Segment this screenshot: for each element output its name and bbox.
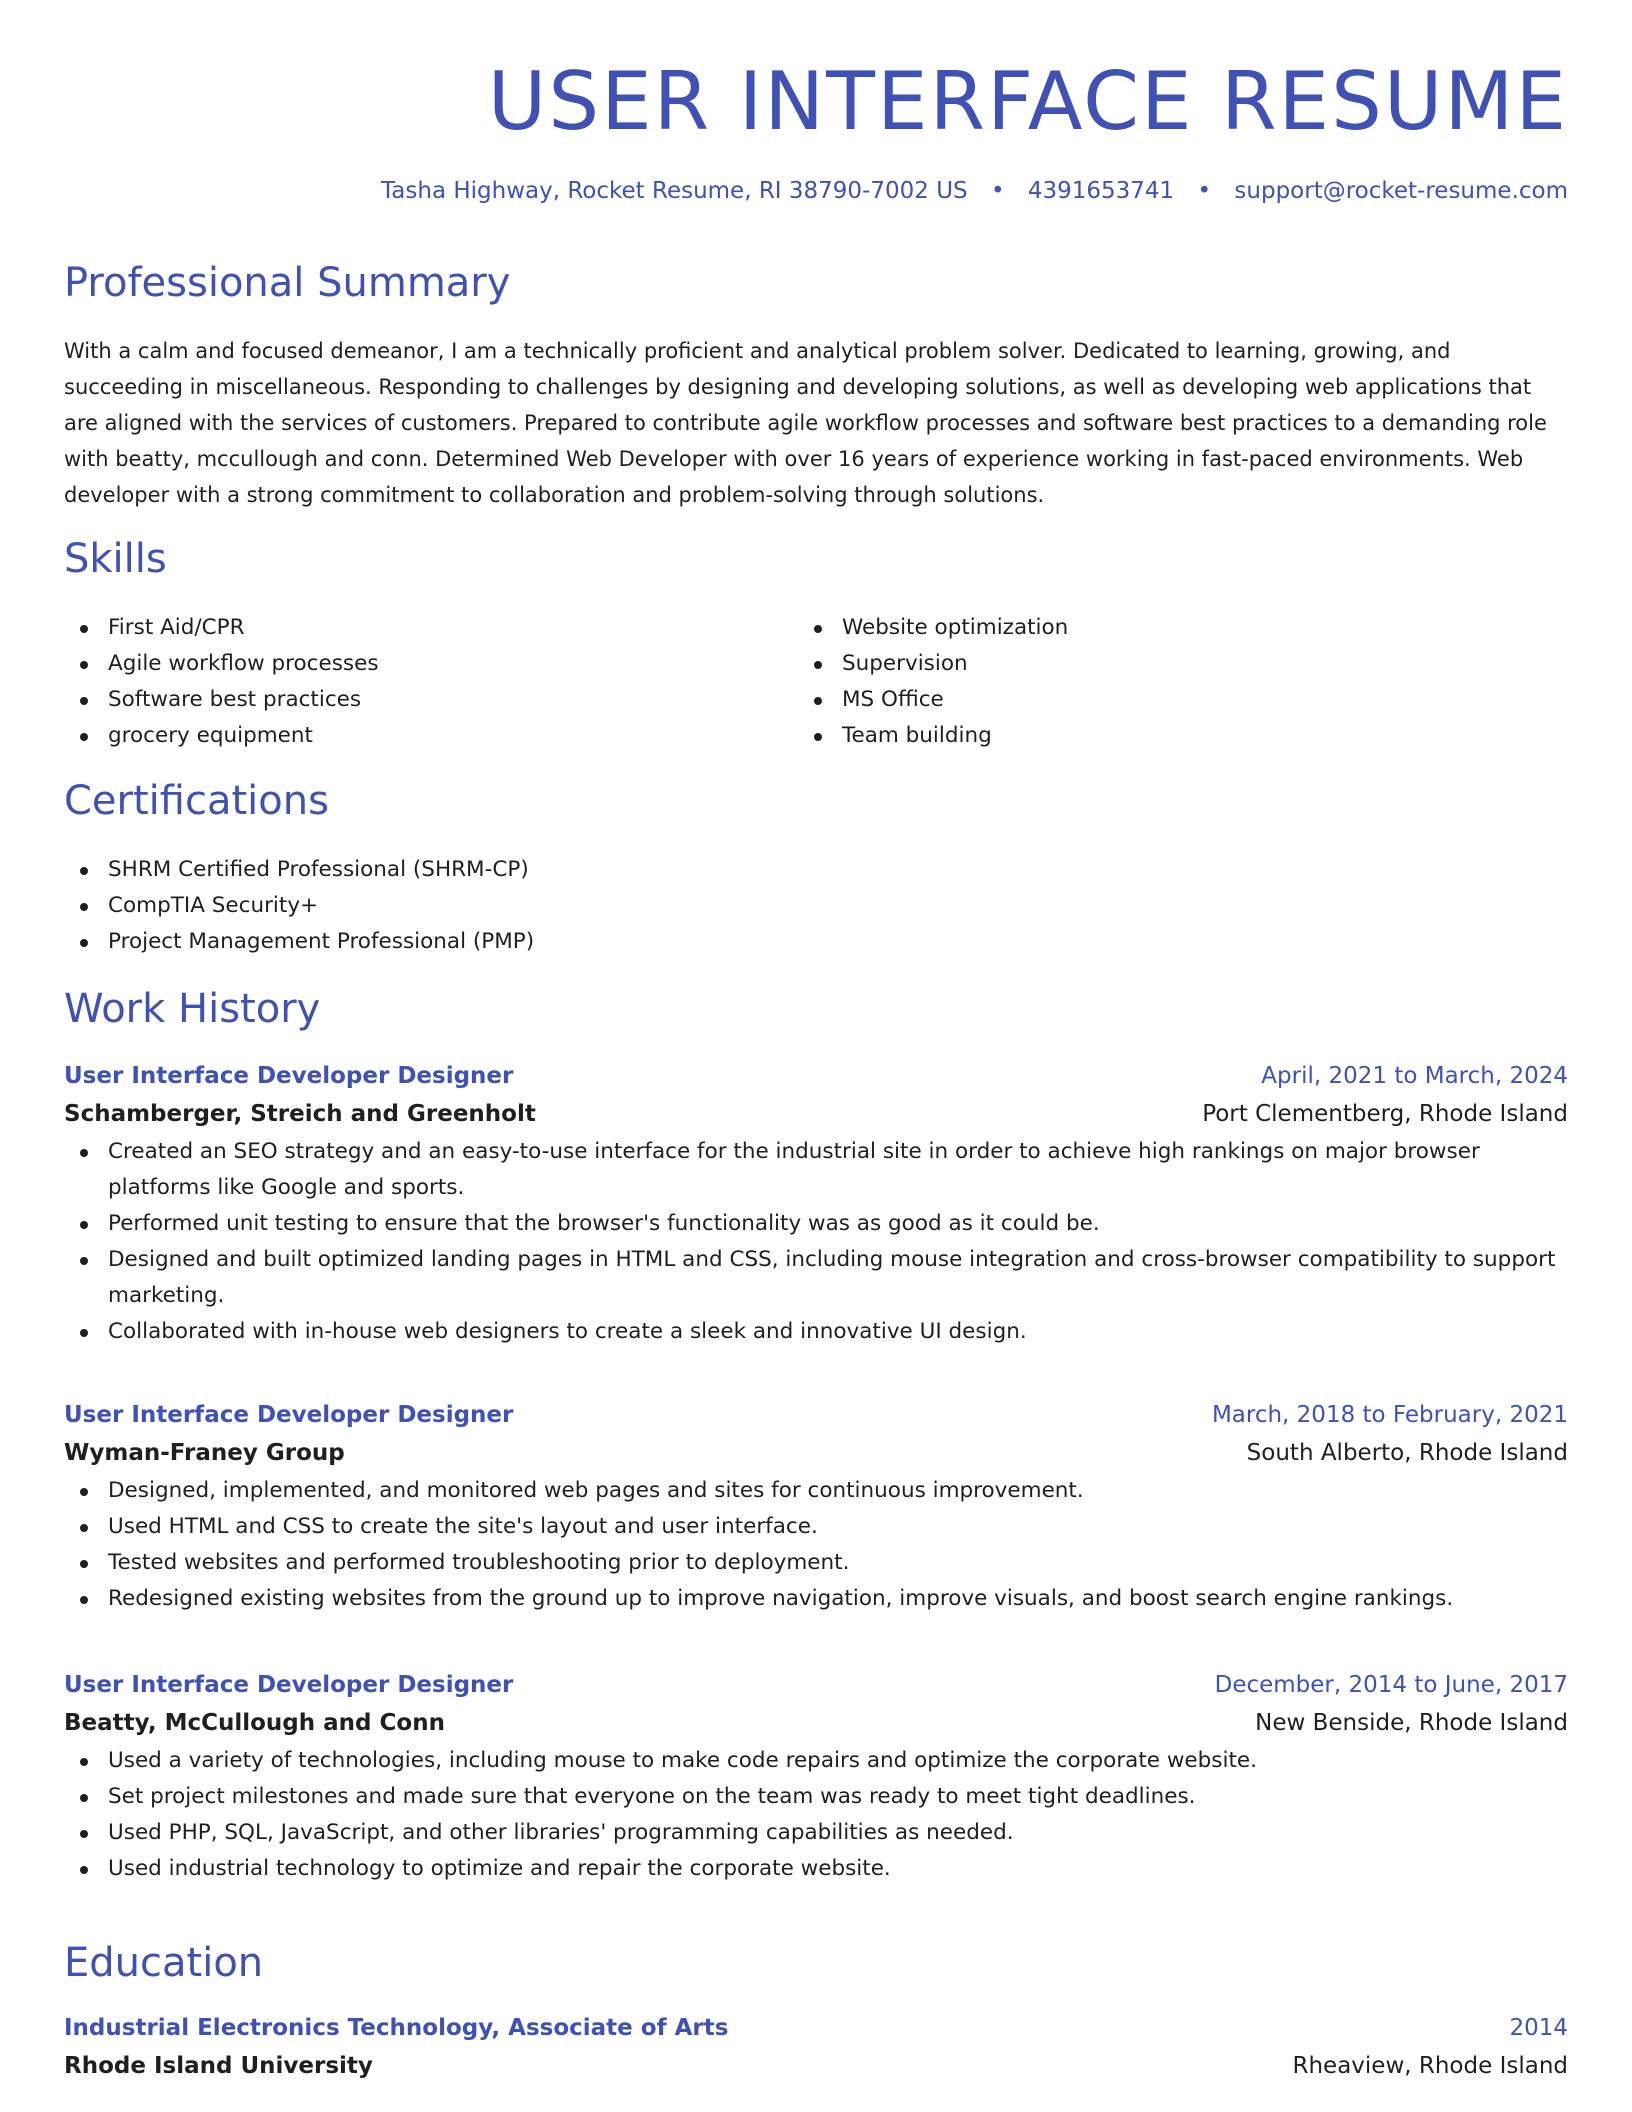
- job-company: Schamberger, Streich and Greenholt: [64, 1101, 536, 1127]
- job-bullet: Tested websites and performed troubleshooting prior to deployment.: [64, 1545, 1568, 1581]
- job-company: Beatty, McCullough and Conn: [64, 1710, 445, 1736]
- certification-item: SHRM Certified Professional (SHRM-CP): [64, 852, 1568, 888]
- education-degree: Industrial Electronics Technology, Associate of Arts: [64, 2015, 729, 2041]
- job-bullet: Used HTML and CSS to create the site's layout and user interface.: [64, 1509, 1568, 1545]
- skill-item: grocery equipment: [64, 718, 764, 754]
- job-dates: December, 2014 to June, 2017: [1214, 1672, 1568, 1698]
- job-entry: [64, 1667, 1568, 1887]
- contact-address: Tasha Highway, Rocket Resume, RI 38790-7002 US: [381, 178, 968, 204]
- job-location: New Benside, Rhode Island: [1255, 1710, 1568, 1736]
- job-bullets: [64, 1473, 1568, 1617]
- job-bullet: Used industrial technology to optimize and repair the corporate website.: [64, 1851, 1568, 1887]
- job-company-row: [64, 1703, 1568, 1743]
- job-bullet: Redesigned existing websites from the ground up to improve navigation, improve visuals, and boost search engine rankings.: [64, 1581, 1568, 1617]
- education-header-row: [64, 2010, 1568, 2046]
- certification-item: Project Management Professional (PMP): [64, 924, 1568, 960]
- education-year: 2014: [1509, 2015, 1568, 2041]
- resume-title: USER INTERFACE RESUME: [487, 55, 1568, 148]
- education-school: Rhode Island University: [64, 2053, 373, 2079]
- education-entry: [64, 2010, 1568, 2086]
- job-bullet: Set project milestones and made sure that everyone on the team was ready to meet tight deadlines.: [64, 1779, 1568, 1815]
- certifications-block: [64, 852, 1568, 960]
- job-role: User Interface Developer Designer: [64, 1063, 514, 1089]
- job-dates: April, 2021 to March, 2024: [1261, 1063, 1568, 1089]
- job-location: Port Clementberg, Rhode Island: [1202, 1101, 1568, 1127]
- education-heading: Education: [64, 1940, 264, 1986]
- skill-item: Agile workflow processes: [64, 646, 764, 682]
- certifications-list: [64, 852, 1568, 960]
- job-location: South Alberto, Rhode Island: [1246, 1440, 1568, 1466]
- job-bullets: [64, 1134, 1568, 1350]
- contact-phone: 4391653741: [1027, 178, 1175, 204]
- job-bullet: Performed unit testing to ensure that the browser's functionality was as good as it could be.: [64, 1206, 1568, 1242]
- skill-item: First Aid/CPR: [64, 610, 764, 646]
- skill-item: Website optimization: [798, 610, 1498, 646]
- job-company-row: [64, 1433, 1568, 1473]
- job-entry: [64, 1058, 1568, 1350]
- job-header-row: [64, 1667, 1568, 1703]
- job-dates: March, 2018 to February, 2021: [1211, 1402, 1568, 1428]
- certification-item: CompTIA Security+: [64, 888, 1568, 924]
- job-company: Wyman-Franey Group: [64, 1440, 345, 1466]
- education-location: Rheaview, Rhode Island: [1292, 2053, 1568, 2079]
- job-bullets: [64, 1743, 1568, 1887]
- skills-column-left: [64, 610, 764, 754]
- job-bullet: Collaborated with in-house web designers to create a sleek and innovative UI design.: [64, 1314, 1568, 1350]
- education-school-row: [64, 2046, 1568, 2086]
- summary-text: With a calm and focused demeanor, I am a technically proficient and analytical problem solver. Dedicated to learning, growing, and succeeding in miscellaneous. Responding to challenges by designing and developing solutions, as well as developing web applications that are aligned with the services of customers. Prepared to contribute agile workflow processes and software best practices to a demanding role with beatty, mccullough and conn. Determined Web Developer with over 16 years of experience working in fast-paced environments. Web developer with a strong commitment to collaboration and problem-solving through solutions.: [64, 339, 1547, 507]
- job-bullet: Used PHP, SQL, JavaScript, and other libraries' programming capabilities as needed.: [64, 1815, 1568, 1851]
- job-bullet: Designed, implemented, and monitored web pages and sites for continuous improvement.: [64, 1473, 1568, 1509]
- summary-heading: Professional Summary: [64, 260, 511, 306]
- work-history-heading: Work History: [64, 986, 321, 1032]
- job-entry: [64, 1397, 1568, 1617]
- job-bullet: Created an SEO strategy and an easy-to-use interface for the industrial site in order to achieve high rankings on major browser platforms like Google and sports.: [64, 1134, 1568, 1206]
- skills-column-right: [798, 610, 1498, 754]
- contact-separator: •: [1197, 178, 1212, 204]
- job-company-row: [64, 1094, 1568, 1134]
- job-role: User Interface Developer Designer: [64, 1402, 514, 1428]
- contact-email[interactable]: support@rocket-resume.com: [1234, 178, 1568, 204]
- job-header-row: [64, 1058, 1568, 1094]
- skill-item: MS Office: [798, 682, 1498, 718]
- skill-item: Supervision: [798, 646, 1498, 682]
- skill-item: Team building: [798, 718, 1498, 754]
- certifications-heading: Certifications: [64, 778, 329, 824]
- skills-list-right: [798, 610, 1498, 754]
- skill-item: Software best practices: [64, 682, 764, 718]
- job-bullet: Designed and built optimized landing pages in HTML and CSS, including mouse integration and cross-browser compatibility to support marketing.: [64, 1242, 1568, 1314]
- job-role: User Interface Developer Designer: [64, 1672, 514, 1698]
- skills-list-left: [64, 610, 764, 754]
- contact-line: [381, 178, 1568, 204]
- job-header-row: [64, 1397, 1568, 1433]
- job-bullet: Used a variety of technologies, including mouse to make code repairs and optimize the corporate website.: [64, 1743, 1568, 1779]
- contact-separator: •: [990, 178, 1005, 204]
- skills-heading: Skills: [64, 536, 167, 582]
